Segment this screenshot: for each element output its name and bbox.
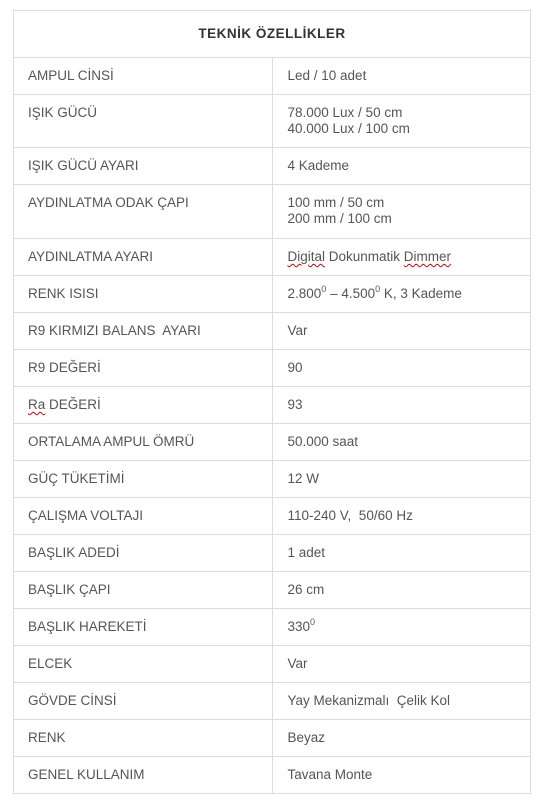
spec-value: 4 Kademe xyxy=(287,158,350,173)
spec-label: AYDINLATMA AYARI xyxy=(28,249,154,264)
table-row xyxy=(14,276,531,313)
spec-value: Var xyxy=(287,323,308,338)
spec-label: AYDINLATMA ODAK ÇAPI xyxy=(28,195,189,210)
spec-value: Tavana Monte xyxy=(287,767,373,782)
table-row xyxy=(14,58,531,95)
table-row xyxy=(14,95,531,148)
spec-label: BAŞLIK HAREKETİ xyxy=(28,619,147,634)
table-row xyxy=(14,313,531,350)
spec-table-container xyxy=(13,10,531,794)
table-row xyxy=(14,239,531,276)
table-row xyxy=(14,609,531,646)
table-row xyxy=(14,185,531,239)
spec-value: 90 xyxy=(287,360,303,375)
spec-label: RENK ISISI xyxy=(28,286,99,301)
spec-value: 93 xyxy=(287,397,303,412)
degree-sup: 0 xyxy=(310,617,316,627)
spec-value: Beyaz xyxy=(287,730,326,745)
spec-label: R9 DEĞERİ xyxy=(28,360,101,375)
spec-table xyxy=(13,10,531,794)
spec-label-text: DEĞERİ xyxy=(45,397,101,412)
spec-value: 26 cm xyxy=(287,582,325,597)
spec-value-text: 2.800 xyxy=(287,286,322,301)
spec-value-text: K, 3 Kademe xyxy=(380,286,462,301)
spec-value-text: 330 xyxy=(287,619,311,634)
table-row xyxy=(14,350,531,387)
spec-label: BAŞLIK ÇAPI xyxy=(28,582,111,597)
table-row xyxy=(14,498,531,535)
spec-label: IŞIK GÜCÜ xyxy=(28,105,98,120)
spec-label: GENEL KULLANIM xyxy=(28,767,145,782)
spec-value: 12 W xyxy=(287,471,320,486)
spec-label: RENK xyxy=(28,730,66,745)
table-row xyxy=(14,424,531,461)
spec-value: Yay Mekanizmalı Çelik Kol xyxy=(287,693,451,708)
degree-sup: 0 xyxy=(321,284,327,294)
table-row xyxy=(14,387,531,424)
table-row xyxy=(14,720,531,757)
table-row xyxy=(14,572,531,609)
spellcheck-word: Digital xyxy=(287,249,326,264)
spec-label xyxy=(28,387,272,413)
spec-value: Var xyxy=(287,656,308,671)
spec-value-text: – 4.500 xyxy=(326,286,376,301)
spec-value xyxy=(288,609,531,635)
spec-value: 1 adet xyxy=(287,545,326,560)
spec-value-line: 100 mm / 50 cm xyxy=(287,195,385,210)
spec-label: GÜÇ TÜKETİMİ xyxy=(28,471,125,486)
spec-value xyxy=(288,276,531,302)
table-row xyxy=(14,461,531,498)
spec-value-text: Dokunmatik xyxy=(325,249,404,264)
table-row xyxy=(14,683,531,720)
spec-value-line: 40.000 Lux / 100 cm xyxy=(287,121,410,136)
table-row xyxy=(14,535,531,572)
spec-value: 50.000 saat xyxy=(287,434,359,449)
spec-label: ELCEK xyxy=(28,656,73,671)
spec-label: GÖVDE CİNSİ xyxy=(28,693,117,708)
spec-value xyxy=(288,239,531,265)
spec-label: AMPUL CİNSİ xyxy=(28,68,114,83)
spec-label: IŞIK GÜCÜ AYARI xyxy=(28,158,139,173)
table-title-row xyxy=(14,11,531,58)
table-title: TEKNİK ÖZELLİKLER xyxy=(14,11,531,58)
spec-label: R9 KIRMIZI BALANS AYARI xyxy=(28,323,201,338)
spellcheck-word: Ra xyxy=(28,397,46,412)
spellcheck-word: Dimmer xyxy=(403,249,452,264)
spec-value-line: 78.000 Lux / 50 cm xyxy=(287,105,403,120)
spec-value: Led / 10 adet xyxy=(287,68,367,83)
spec-label: ORTALAMA AMPUL ÖMRÜ xyxy=(28,434,195,449)
spec-label: ÇALIŞMA VOLTAJI xyxy=(28,508,144,523)
table-row xyxy=(14,757,531,794)
spec-value: 110-240 V, 50/60 Hz xyxy=(287,508,413,523)
table-row xyxy=(14,646,531,683)
degree-sup: 0 xyxy=(375,284,381,294)
spec-label: BAŞLIK ADEDİ xyxy=(28,545,120,560)
table-row xyxy=(14,148,531,185)
spec-value-line: 200 mm / 100 cm xyxy=(287,211,392,226)
